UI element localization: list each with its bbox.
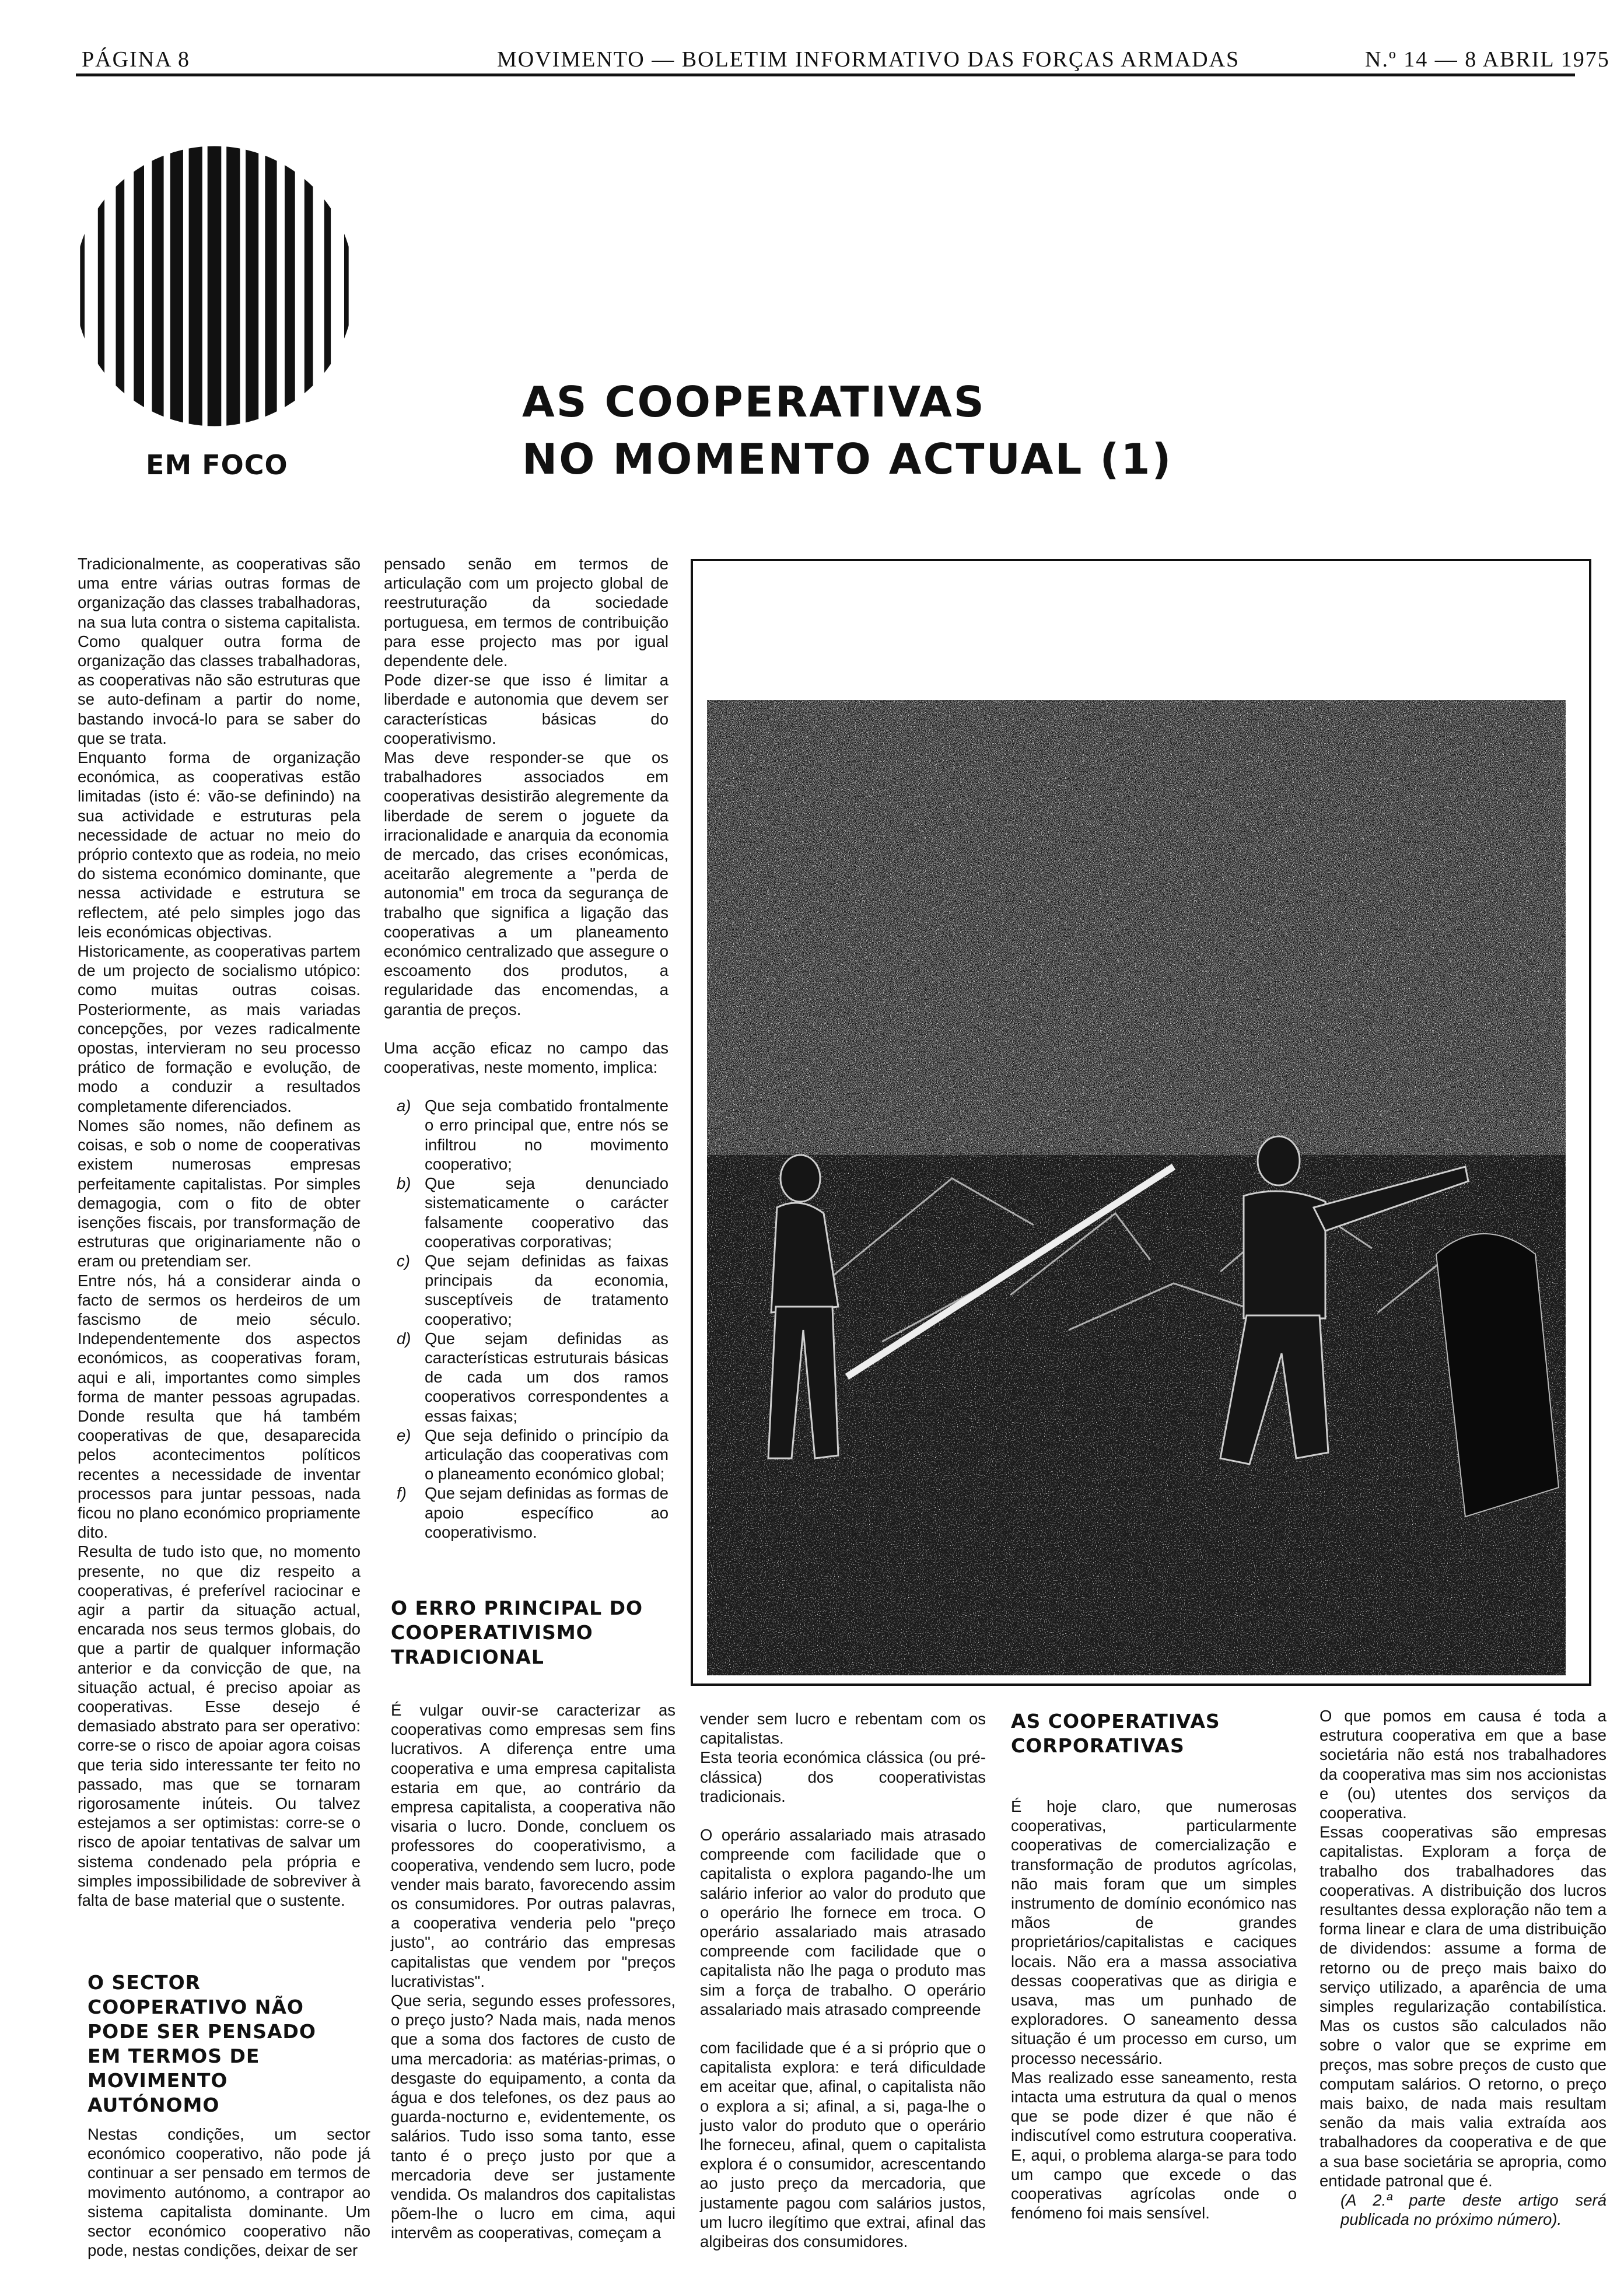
paragraph: com facilidade que é a si próprio que o capitalista explora: e terá dificuldade em aceitar que, afinal, o capitalista não o explora a si; afinal, a si, paga-lhe o justo valor do produto que o operário lhe forneceu, afinal, quem o capitalista explora é o consumidor, acrescentando ao justo preço da mercadoria, que justamente pagou com salários justos, um lucro ilegítimo que extrai, afinal das algibeiras dos consumidores. bbox=[700, 2039, 986, 2251]
paragraph: Historicamente, as cooperativas partem de um projecto de socialismo utópico: como muitas outras coisas. Posteriormente, as mais variadas concepções, por vezes radicalmente opostas, intervieram no seu processo prático de formação e evolução, de modo a conduzir a resultados completamente diferenciados. bbox=[78, 942, 360, 1115]
paragraph: Entre nós, há a considerar ainda o facto de sermos os herdeiros de um fascismo de meio século. Independentemente dos aspectos económicos, as cooperativas foram, aqui e ali, importantes como simples forma de manter pessoas agrupadas. Donde resulta que há também cooperativas de que, desaparecida pelos acontecimentos políticos recentes a necessidade de inventar processos para juntar pessoas, nada ficou no plano económico propriamente dito. bbox=[78, 1271, 360, 1542]
subhead-cooperativas-corporativas: AS COOPERATIVAS CORPORATIVAS bbox=[1011, 1710, 1220, 1757]
paragraph: Enquanto forma de organização económica, as cooperativas estão limitadas (isto é: vão-se definindo) na sua actividade e estruturas pela necessidade de actuar no meio do próprio contexto que as rodeia, no meio do sistema económico dominante, que nessa actividade e estrutura se reflectem, até pelo simples jogo das leis económicas objectivas. bbox=[78, 748, 360, 941]
paragraph: Mas realizado esse saneamento, resta intacta uma estrutura da qual o menos que se pode dizer é que não é indiscutível como estrutura cooperativa. E, aqui, o problema alarga-se para todo um campo que excede o das cooperativas agrícolas onde o fenómeno foi mais sensível. bbox=[1011, 2068, 1297, 2222]
paragraph: É vulgar ouvir-se caracterizar as cooperativas como empresas sem fins lucrativos. A diferença entre uma cooperativa e uma empresa capitalista estaria em que, ao contrário da empresa capitalista, a cooperativa não visaria o lucro. Donde, concluem os professores do cooperativismo, a cooperativa, vendendo sem lucro, pode vender mais barato, favorecendo assim os consumidores. Por outras palavras, a cooperativa venderia pelo "preço justo", ao contrário das empresas capitalistas que vendem por "preços lucrativistas". bbox=[391, 1701, 676, 1990]
paragraph: O que pomos em causa é toda a estrutura cooperativa em que a base societária não está nos trabalhadores da cooperativa mas sim nos accionistas e (ou) utentes dos serviços da cooperativa. bbox=[1320, 1707, 1606, 1822]
implications-list bbox=[384, 1096, 668, 1542]
paragraph: pensado senão em termos de articulação com um projecto global de reestruturação da sociedade portuguesa, em termos de contribuição para esse projecto mas por igual dependente dele. bbox=[384, 555, 668, 670]
paragraph: vender sem lucro e rebentam com os capitalistas. bbox=[700, 1710, 986, 1748]
paragraph: Pode dizer-se que isso é limitar a liberdade e autonomia que devem ser características básicas do cooperativismo. bbox=[384, 671, 668, 747]
column-5 bbox=[1320, 1706, 1606, 2229]
em-foco-logo-icon bbox=[73, 145, 356, 428]
paragraph: Resulta de tudo isto que, no momento presente, no que diz respeito a cooperativas, é preferível raciocinar e agir a partir da situação actual, encarada nos seus termos globais, do que a partir de qualquer informação anterior e da convicção de que, na situação actual, é preciso apoiar as cooperativas. Esse desejo é demasiado abstrato para ser operativo: corre-se o risco de apoiar agora coisas que teria sido interessante ter feito no passado, mas que se tornaram rigorosamente inúteis. Ou talvez estejamos a ser optimistas: corre-se o risco de apoiar tentativas de salvar um sistema condenado pela própria e simples impossibilidade de sobreviver à falta de base material que o sustente. bbox=[78, 1542, 360, 1910]
list-item: e) Que seja definido o princípio da articulação das cooperativas com o planeamento económico global; bbox=[397, 1426, 668, 1483]
column-2 bbox=[384, 554, 668, 1542]
paragraph: Que seria, segundo esses professores, o preço justo? Nada mais, nada menos que a soma dos factores de custo de uma mercadoria: as matérias-primas, o desgaste do equipamento, a conta da água e dos telefones, os dez paus ao guarda-nocturno e, evidentemente, os salários. Tudo isso soma tanto, esse tanto é o preço justo por que a mercadoria deve ser justamente vendida. Os malandros dos capitalistas põem-lhe o lucro em cima, aqui intervêm as cooperativas, começam a bbox=[391, 1992, 676, 2242]
issue-date: N.º 14 — 8 ABRIL 1975 bbox=[1365, 47, 1610, 72]
header-rule bbox=[76, 74, 1575, 76]
title-line-2: NO MOMENTO ACTUAL (1) bbox=[522, 435, 1173, 484]
column-1 bbox=[78, 554, 360, 1910]
list-item: a) Que seja combatido frontalmente o erro principal que, entre nós se infiltrou no movimento cooperativo; bbox=[397, 1097, 668, 1173]
photo-workers-clearing-brush bbox=[707, 700, 1566, 1675]
publication-title: MOVIMENTO — BOLETIM INFORMATIVO DAS FORÇAS ARMADAS bbox=[497, 47, 1240, 72]
column-4 bbox=[1011, 1797, 1297, 2222]
page-number: PÁGINA 8 bbox=[82, 47, 190, 72]
paragraph: Nomes são nomes, não definem as coisas, e sob o nome de cooperativas existem numerosas empresas perfeitamente capitalistas. Por simples demagogia, com o fito de obter isenções fiscais, por transformação de estruturas que originariamente não o eram ou pretendiam ser. bbox=[78, 1116, 360, 1270]
list-item: f) Que sejam definidas as formas de apoio específico ao cooperativismo. bbox=[397, 1484, 668, 1541]
list-item: c) Que sejam definidas as faixas principais da economia, susceptíveis de tratamento cooperativo; bbox=[397, 1251, 668, 1328]
title-line-1: AS COOPERATIVAS bbox=[522, 377, 986, 426]
paragraph: Mas deve responder-se que os trabalhadores associados em cooperativas desistirão alegremente da liberdade de serem o joguete da irracionalidade e anarquia da economia de mercado, das crises económicas, aceitarão alegremente a "perda de autonomia" em troca da segurança de trabalho que significa a ligação das cooperativas a um planeamento económico centralizado que assegure o escoamento dos produtos, a regularidade das encomendas, a garantia de preços. bbox=[384, 748, 668, 1019]
subhead-erro-principal: O ERRO PRINCIPAL DO COOPERATIVISMO TRADICIONAL bbox=[391, 1597, 643, 1668]
paragraph: Esta teoria económica clássica (ou pré-clássica) dos cooperativistas tradicionais. bbox=[700, 1748, 986, 1805]
column-3 bbox=[700, 1709, 986, 2251]
list-item: b) Que seja denunciado sistematicamente o carácter falsamente cooperativo das cooperativas corporativas; bbox=[397, 1174, 668, 1251]
paragraph: É hoje claro, que numerosas cooperativas, particularmente cooperativas de comercialização e transformação de produtos agrícolas, não mais foram que um simples instrumento de domínio económico nas mãos de grandes proprietários/capitalistas e caciques locais. Não era a massa associativa dessas cooperativas que as dirigia e usava, mas um punhado de exploradores. O saneamento dessa situação é um processo em curso, um processo necessário. bbox=[1011, 1797, 1297, 2067]
paragraph: O operário assalariado mais atrasado compreende com facilidade que o capitalista o explora pagando-lhe um salário inferior ao valor do produto que o operário lhe fornece em troca. O operário assalariado mais atrasado compreende com facilidade que o capitalista não lhe paga o produto mas sim a força de trabalho. O operário assalariado mais atrasado compreende bbox=[700, 1826, 986, 2018]
continuation-note: (A 2.ª parte deste artigo será publicada no próximo número). bbox=[1340, 2191, 1606, 2229]
running-header bbox=[76, 42, 1610, 77]
paragraph: Nestas condições, um sector económico cooperativo, não pode já continuar a ser pensado em termos de movimento autónomo, a contrapor ao sistema capitalista dominante. Um sector económico cooperativo não pode, nestas condições, deixar de ser bbox=[88, 2125, 370, 2260]
list-item: d) Que sejam definidas as características estruturais básicas de cada um dos ramos cooperativos correspondentes a essas faixas; bbox=[397, 1329, 668, 1425]
column-2-continuation bbox=[391, 1700, 676, 2243]
section-label: EM FOCO bbox=[146, 449, 288, 481]
article-title bbox=[522, 373, 1172, 488]
column-1-continuation bbox=[88, 2124, 370, 2260]
paragraph: Tradicionalmente, as cooperativas são uma entre várias outras formas de organização das classes trabalhadoras, na sua luta contra o sistema capitalista. Como qualquer outra forma de organização das classes trabalhadoras, as cooperativas não são estruturas que se auto-definam a partir do nome, bastando invocá-lo para se saber do que se trata. bbox=[78, 555, 360, 747]
list-intro: Uma acção eficaz no campo das cooperativas, neste momento, implica: bbox=[384, 1038, 668, 1077]
paragraph: Essas cooperativas são empresas capitalistas. Exploram a força de trabalho dos trabalhadores das cooperativas. A distribuição dos lucros resultantes dessa exploração não tem a forma linear e clara de uma distribuição de dividendos: assume a forma de retorno ou de preço mais baixo do serviço utilizado, a aparência de uma simples regularização contabilística. Mas os custos são calculados não sobre o valor que se exprime em preços, mas sobre preços de custo que computam salários. O retorno, o preço mais baixo, de nada mais resultam senão da mais valia extraída aos trabalhadores da cooperativa e de que a sua base societária se apropria, como entidade patronal que é. bbox=[1320, 1823, 1606, 2190]
subhead-sector-cooperativo: O SECTOR COOPERATIVO NÃO PODE SER PENSADO EM TERMOS DE MOVIMENTO AUTÓNOMO bbox=[88, 1971, 316, 2116]
